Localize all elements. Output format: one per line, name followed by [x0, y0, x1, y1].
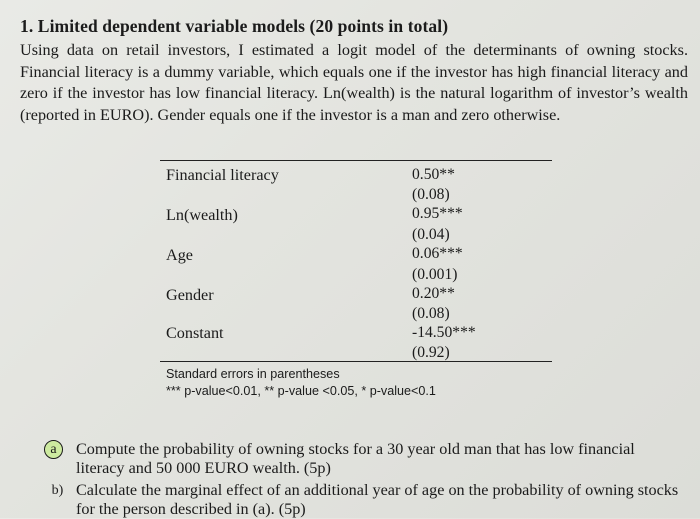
question-b-text: Calculate the marginal effect of an additional year of age on the probability of owning stocks for the person described in (a). (5p) [76, 481, 679, 518]
coef-age: 0.06*** [412, 245, 463, 262]
row-label-age: Age [166, 246, 193, 264]
table-note-standard-errors: Standard errors in parentheses [166, 367, 340, 381]
section-title: 1. Limited dependent variable models (20 points in total) [20, 16, 449, 36]
table-note-significance: *** p-value<0.01, ** p-value <0.05, * p-value<0.1 [166, 384, 436, 398]
coef-constant: -14.50*** [412, 324, 476, 341]
question-a-label: a [44, 440, 63, 459]
se-age: (0.001) [412, 266, 458, 283]
row-label-constant: Constant [166, 324, 224, 342]
se-financial-literacy: (0.08) [412, 186, 450, 203]
row-label-ln-wealth: Ln(wealth) [166, 206, 238, 224]
coef-financial-literacy: 0.50** [412, 166, 455, 183]
row-label-financial-literacy: Financial literacy [166, 166, 279, 184]
table-bottom-rule [160, 361, 552, 362]
question-b-label: b) [51, 483, 64, 498]
se-gender: (0.08) [412, 305, 450, 322]
se-ln-wealth: (0.04) [412, 226, 450, 243]
question-a-text: Compute the probability of owning stocks for a 30 year old man that has low financial literacy and 50 000 EURO wealth. (5p) [76, 440, 635, 477]
coef-gender: 0.20** [412, 285, 455, 302]
coef-ln-wealth: 0.95*** [412, 205, 463, 222]
row-label-gender: Gender [166, 286, 214, 304]
table-top-rule [160, 160, 552, 161]
intro-paragraph: Using data on retail investors, I estimated a logit model of the determinants of owning stocks. Financial literacy is a dummy variable, which equals one if the investor has high financial literacy and zero if the investor has low financial literacy. Ln(wealth) is the natural logarithm of investor’s wealth (reported in EURO). Gender equals one if the investor is a man and zero otherwise. [20, 41, 688, 124]
se-constant: (0.92) [412, 344, 450, 361]
